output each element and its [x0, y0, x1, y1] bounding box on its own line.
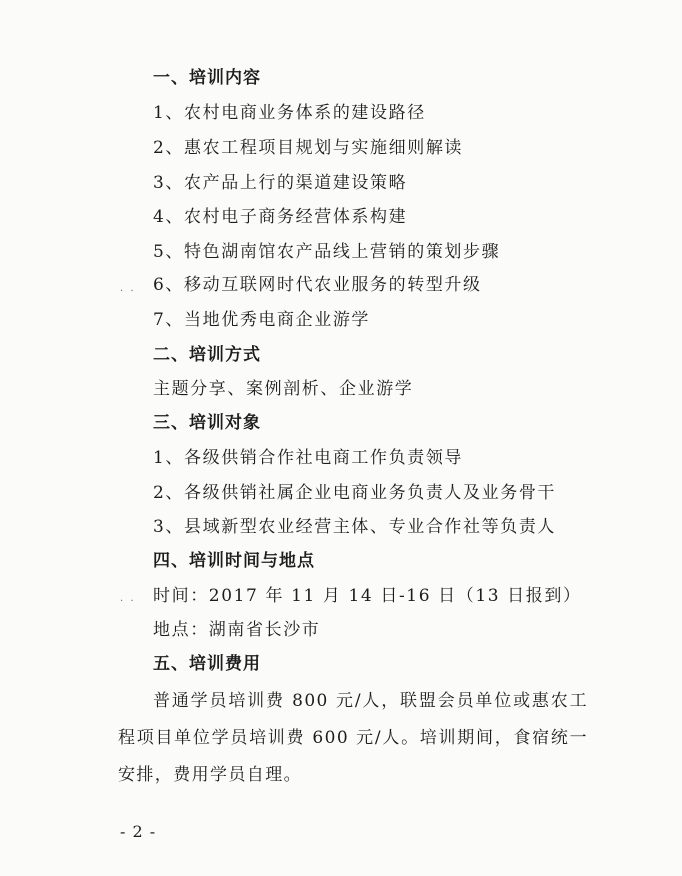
- method-text: 主题分享、案例剖析、企业游学: [153, 379, 414, 399]
- scan-mark: . .: [120, 283, 136, 294]
- content-item-1: 1、农村电商业务体系的建设路径: [153, 103, 426, 123]
- content-item-4: 4、农村电子商务经营体系构建: [153, 207, 408, 227]
- place-text: 地点：湖南省长沙市: [153, 620, 321, 640]
- content-item-2: 2、惠农工程项目规划与实施细则解读: [153, 138, 464, 158]
- fees-paragraph: 普通学员培训费 800 元/人，联盟会员单位或惠农工程项目单位学员培训费 600 元/人。培训期间，食宿统一安排，费用学员自理。: [118, 691, 588, 785]
- section-heading-time-place: 四、培训时间与地点: [153, 551, 315, 571]
- time-text: 时间：2017 年 11 月 14 日-16 日（13 日报到）: [153, 586, 582, 606]
- audience-item-2: 2、各级供销社属企业电商业务负责人及业务骨干: [153, 483, 557, 503]
- section-heading-fees: 五、培训费用: [153, 654, 261, 674]
- content-item-5: 5、特色湖南馆农产品线上营销的策划步骤: [153, 242, 501, 262]
- section-heading-content: 一、培训内容: [153, 68, 261, 88]
- page-number: - 2 -: [120, 822, 157, 841]
- section-heading-audience: 三、培训对象: [153, 413, 261, 433]
- content-item-7: 7、当地优秀电商企业游学: [153, 310, 371, 330]
- content-item-3: 3、农产品上行的渠道建设策略: [153, 173, 408, 193]
- content-item-6: 6、移动互联网时代农业服务的转型升级: [153, 275, 482, 295]
- audience-item-3: 3、县域新型农业经营主体、专业合作社等负责人: [153, 517, 557, 537]
- scan-mark: . .: [120, 593, 136, 604]
- audience-item-1: 1、各级供销合作社电商工作负责领导: [153, 448, 464, 468]
- section-heading-method: 二、培训方式: [153, 345, 261, 365]
